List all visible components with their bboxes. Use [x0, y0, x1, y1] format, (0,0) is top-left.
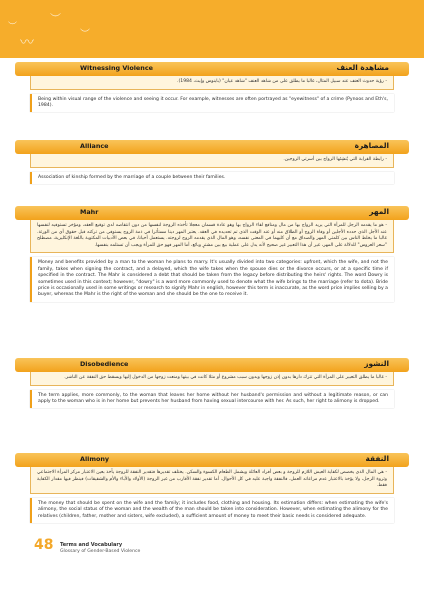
term-header	[15, 358, 409, 372]
definition-english: Money and benefits provided by a man to the woman he plans to marry. It's usually divided into two categories: upfront, which the wife, and not the family, takes when signing the contract, and a delayed, which the wife takes when the spouse dies or the divorce occurs, or at a specific time if specified in the contract. The Mahr is considered a debt that should be taken from the legacy before distributing the heirs' rights. The word Dowry is sometimes used in this context; however, "dowry" is a word more commonly used to denote what the wife brings to the marriage (refer to dota). Bride price is occasionally used in some writings or research to signify Mahr in english, however this term is inaccurate, as the word price implies selling by a buyer, whereas the Mahr is the right of the woman and she should be the one to receive it.	[30, 257, 394, 301]
glossary-entry-mahr	[15, 206, 409, 302]
definition-english: The term applies, more commonly, to the woman that leaves her home without her husband's permission and without a legitimate reason, or can apply to the woman who is in her home but prevents her husband from having sexual intercourse with her. As such, her right to alimony is dropped.	[30, 390, 394, 409]
definition-english: Being within visual range of the violence and seeing it occur. For example, witnesses are often portrayed as "eyewitness" of a crime (Pynoos and Eth's, 1984).	[30, 94, 394, 113]
term-english: Alimony	[80, 455, 110, 463]
glossary-entry-disobedience	[15, 358, 409, 408]
term-arabic: المهر	[369, 207, 389, 216]
term-header	[15, 206, 409, 220]
bird-icon: ︶	[8, 22, 18, 32]
term-english: Witnessing Violence	[80, 64, 153, 72]
term-arabic: المصاهرة	[354, 141, 389, 150]
term-english: Disobedience	[80, 360, 129, 368]
definition-english: The money that should be spent on the wife and the family; it includes food, clothing and housing. Its estimation differs: when estimating the wife's alimony, the social status of the woman and the wealth of the man should be taken into consideration. However, when estimating the alimony for the relatives (children, father, mother and sisters, wife excluded), a sufficient amount of money to meet their basic needs is considered adequate.	[30, 498, 394, 523]
glossary-entry-alimony	[15, 453, 409, 523]
definition-arabic: - غالبا ما يطلق التعبير على المرأة التي تترك دارها بدون إذن زوجها وبدون سبب مشروع أو مثلا كانت في بيتها ومنعت زوجها من الدخول إليها ويسقط حق النفقة عن الناشز.	[30, 372, 394, 386]
definition-arabic: - رابطة القرابة التي يُنشِئها الزواج بين أسرتي الزوجين.	[30, 154, 394, 168]
page-number: 48	[34, 537, 54, 553]
definition-arabic: - هو ما يقدمه الرجل للمرأة التي يريد الزواج بها من مال ومنافع لقاء الزواج بها وهو عادة قسمان معجلا تأخذه الزوجة لنفسها من دون انتقاصه لدى توقيع العقد، ومؤخر تستوفيه لنفسها عند الأجل الذي حدده الأجلين أو وفاة الزوج أو الطلاق منه أو عند الوقت الذي تم تحديده في العقد. يعتبر المهر دينا مستأثرا في ذمة الزوج يستوفى من تركته قبل حقوق أي من الورثة. غالبا ما يخلط الناس بين كلمتي المهر والصداق مع أن كليهما في المعنى نفسه، وهو المال الذي يقدمه الزوج لزوجته. يستعمل أحيانا، في بعض الأدبيات المكتوبة باللغة الإنكليزية، مصطلح "سعر العروس" للدلالة على المهر، غير أن هذا التعبير غير صحيح لأنه يدل على عملية بيع بين مشترٍ وبائع، أما المهر فهو حق للمرأة ويجب أن تستلمه بنفسها.	[30, 220, 394, 253]
top-banner	[0, 0, 424, 58]
footer-title: Terms and Vocabulary	[60, 542, 123, 548]
term-header	[15, 140, 409, 154]
term-header	[15, 62, 409, 76]
definition-english: Association of kinship formed by the marriage of a couple between their families.	[30, 172, 394, 184]
definition-arabic: - رؤية حدوث العنف عند سبيل المثال، غالبا ما يطلق على من شاهد العنف "شاهد عيان" (باينوس وإيث، 1984).	[30, 76, 394, 90]
bird-icon: 〰	[20, 35, 34, 51]
term-arabic: مشاهدة العنف	[336, 63, 389, 72]
term-arabic: النشوز	[364, 359, 389, 368]
bird-icon: ︶	[50, 12, 61, 25]
term-english: Mahr	[80, 208, 99, 216]
term-header	[15, 453, 409, 467]
footer-subtitle: Glossary of Gender-Based Violence	[60, 549, 141, 554]
definition-arabic: - هي المال الذي يخصص لكفاية العيش اللازم للزوجة و بعض أفراد العائلة ويشمل الطعام الكسوة والسكن. يختلف تقديرها فتقدير النفقة للزوجة يأخذ بعين الاعتبار مركز المرأة الاجتماعي وثروة الرجل، ولا يؤخذ بالاعتبار عدم مراعاته العمل، فالنفقة واجبة عليه في كل الأحوال. أما تقدير نفقة الأقارب من غير الزوجة (الأولاد والأباء والأم والشقيقات) فينظر فيها مقدار الكفاية فقط.	[30, 467, 394, 494]
term-english: Alliance	[80, 142, 109, 150]
bird-icon: ︶	[80, 29, 90, 40]
glossary-entry-witnessing-violence	[15, 62, 409, 112]
glossary-entry-alliance	[15, 140, 409, 184]
term-arabic: النفقة	[365, 454, 389, 463]
